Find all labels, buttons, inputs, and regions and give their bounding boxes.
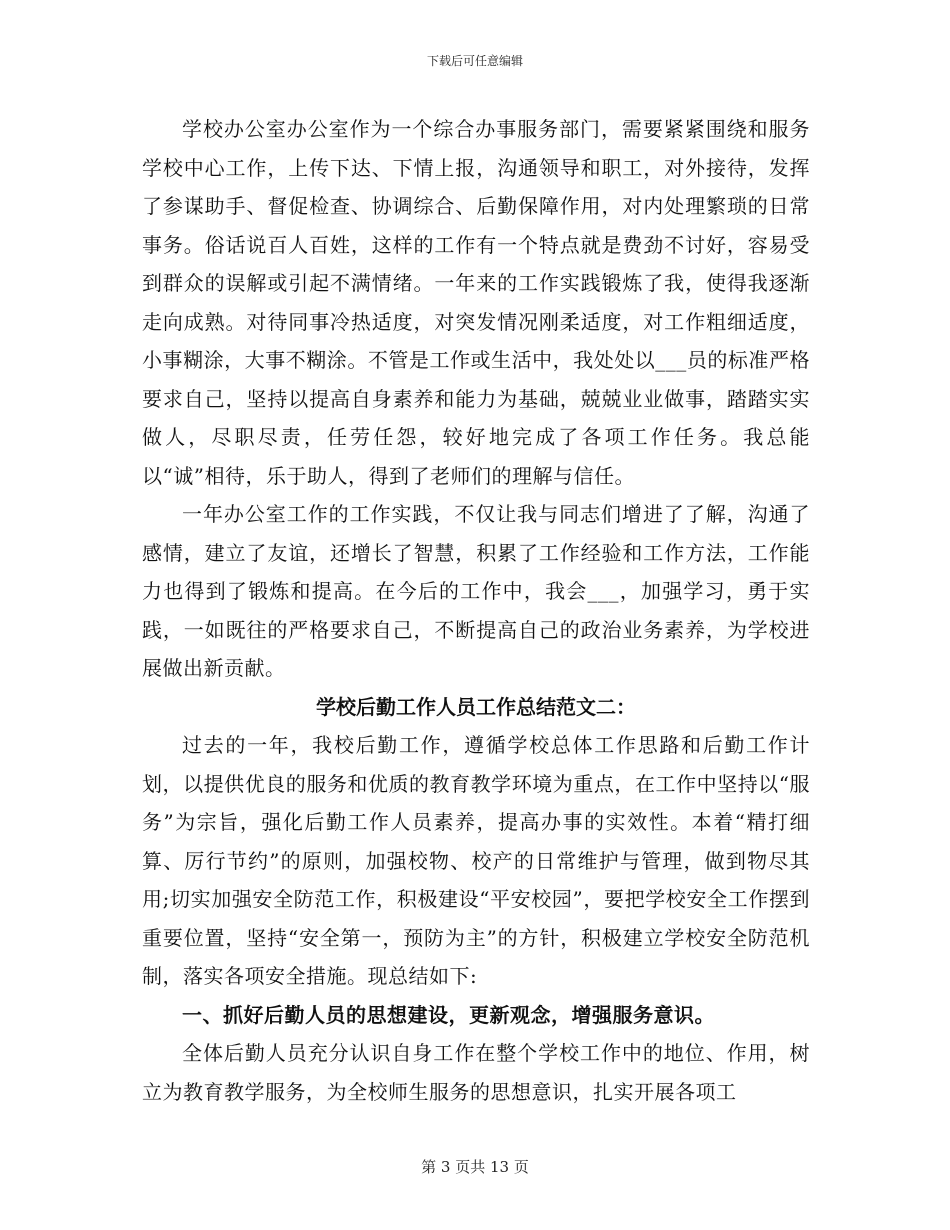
page-header-note: 下载后可任意编辑: [426, 54, 523, 68]
section-heading: 学校后勤工作人员工作总结范文二：: [316, 694, 636, 719]
paragraph-logistics-intro: 过去的一年，我校后勤工作，遵循学校总体工作思路和后勤工作计划，以提供优良的服务和优质的教育教学环境为重点，在工作中坚持以“服务”为宗旨，强化后勤工作人员素养，提高办事的实效性。本着“精打细算、厉行节约”的原则，加强校物、校产的日常维护与管理，做到物尽其用;切实加强安全防范工作，积极建设“平安校园”，要把学校安全工作摆到重要位置，坚持“安全第一，预防为主”的方针，积极建立学校安全防范机制，落实各项安全措施。现总结如下:: [142, 733, 810, 988]
subsection-heading: 一、抓好后勤人员的思想建设，更新观念，增强服务意识。: [182, 1002, 715, 1027]
paragraph-office-practice: 一年办公室工作的工作实践，不仅让我与同志们增进了了解，沟通了感情，建立了友谊，还增长了智慧，积累了工作经验和工作方法，工作能力也得到了锻炼和提高。在今后的工作中，我会___，加强学习，勇于实践，一如既往的严格要求自己，不断提高自己的政治业务素养，为学校进展做出新贡献。: [142, 502, 810, 680]
paragraph-office-work: 学校办公室办公室作为一个综合办事服务部门，需要紧紧围绕和服务学校中心工作，上传下达、下情上报，沟通领导和职工，对外接待，发挥了参谋助手、督促检查、协调综合、后勤保障作用，对内处理繁琐的日常事务。俗话说百人百姓，这样的工作有一个特点就是费劲不讨好，容易受到群众的误解或引起不满情绪。一年来的工作实践锻炼了我，使得我逐渐走向成熟。对待同事冷热适度，对突发情况刚柔适度，对工作粗细适度，小事糊涂，大事不糊涂。不管是工作或生活中，我处处以___员的标准严格要求自己，坚持以提高自身素养和能力为基础，兢兢业业做事，踏踏实实做人，尽职尽责，任劳任怨，较好地完成了各项工作任务。我总能以“诚”相待，乐于助人，得到了老师们的理解与信任。: [142, 117, 810, 488]
page-number: 第 3 页共 13 页: [421, 1158, 529, 1176]
paragraph-logistics-staff: 全体后勤人员充分认识自身工作在整个学校工作中的地位、作用，树立为教育教学服务，为全校师生服务的思想意识，扎实开展各项工: [142, 1041, 810, 1104]
document-body: [142, 110, 810, 1111]
